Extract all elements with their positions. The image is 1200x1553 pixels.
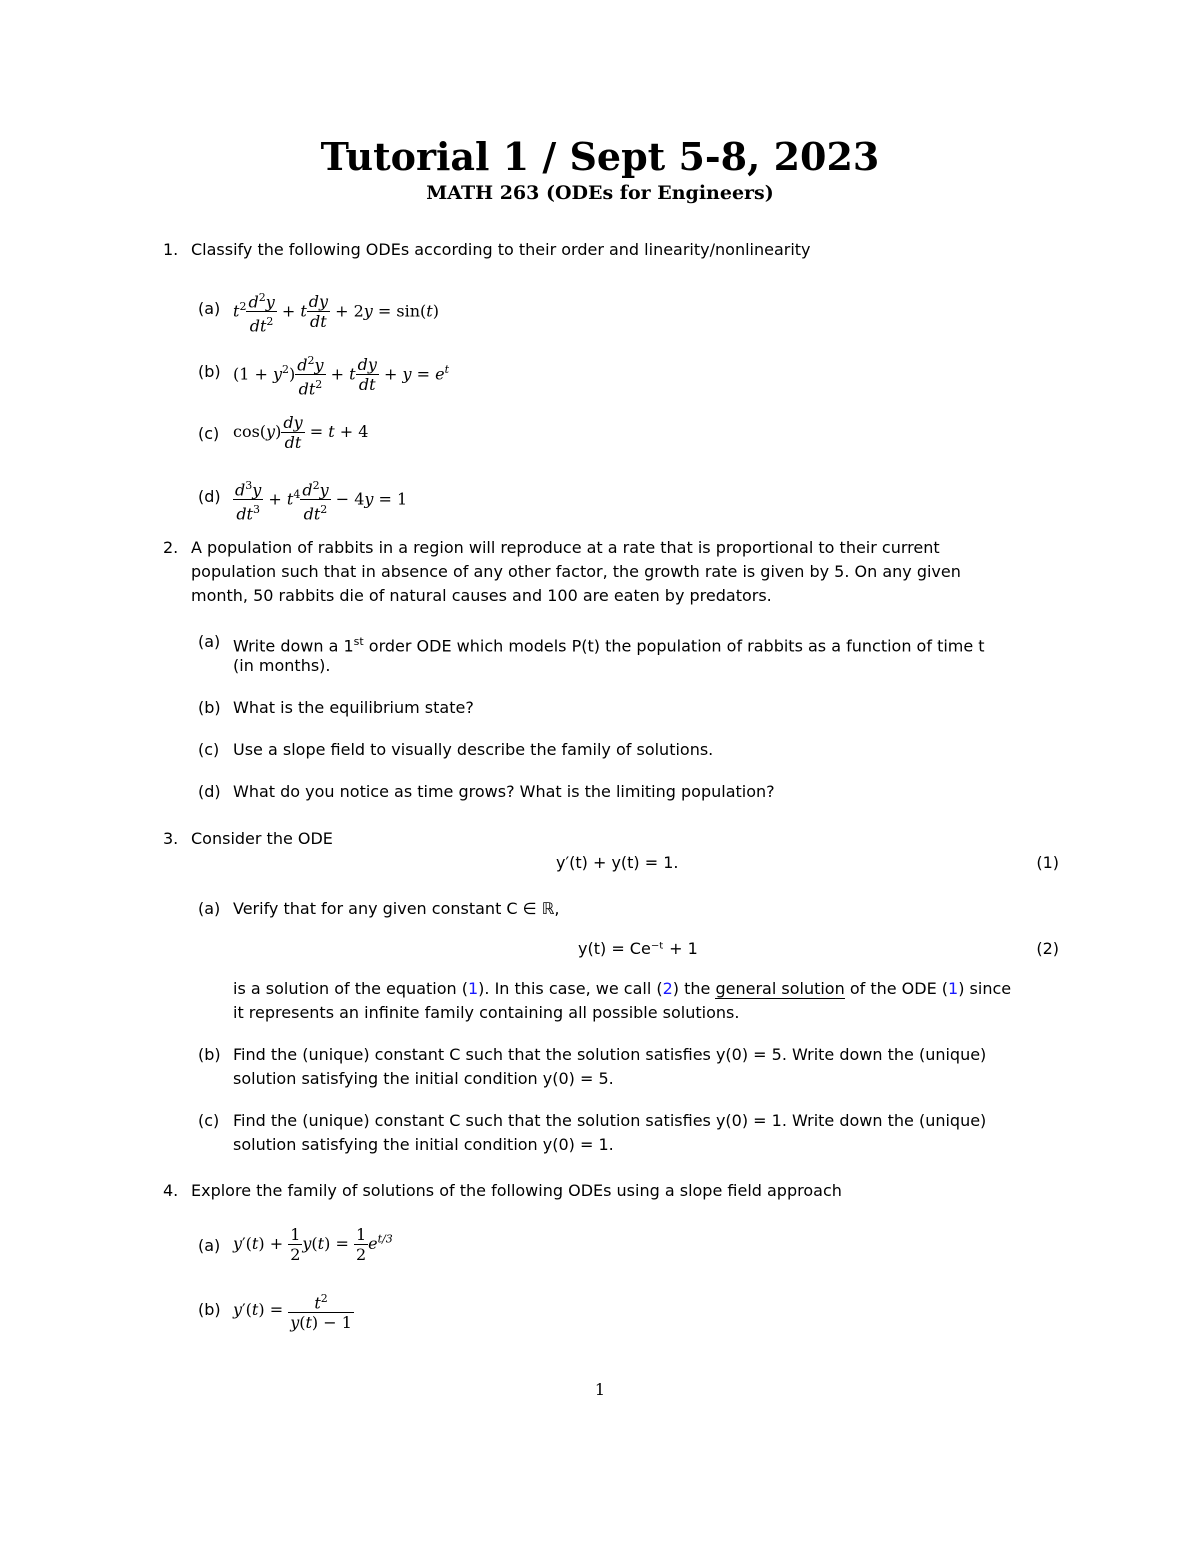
course-subtitle: MATH 263 (ODEs for Engineers) (426, 182, 774, 204)
q2-text-line3: month, 50 rabbits die of natural causes and 100 are eaten by predators. (191, 586, 772, 605)
q3-equation-2: y(t) = Ce⁻ᵗ + 1 (578, 939, 698, 958)
q2d-text: What do you notice as time grows? What is the limiting population? (233, 782, 775, 801)
q3a-line3: it represents an infinite family containing all possible solutions. (233, 1003, 740, 1022)
equation-ref-1b[interactable]: 1 (948, 979, 959, 998)
q4b-label: (b) (198, 1300, 221, 1319)
q2b-label: (b) (198, 698, 221, 717)
q1b-label: (b) (198, 362, 221, 381)
equation-ref-1[interactable]: 1 (467, 979, 479, 998)
page-number: 1 (594, 1380, 606, 1399)
q2a-line2: (in months). (233, 656, 331, 675)
q1a-label: (a) (198, 299, 221, 318)
q3a-label: (a) (198, 899, 221, 918)
page-title: Tutorial 1 / Sept 5-8, 2023 (320, 134, 880, 179)
equation-2-number: (2) (1036, 939, 1059, 958)
q1d-equation: $\frac{d^3y}{dt^3}$ + $t^4$ $\frac{d^2y}{dt^2}$ − 4y = 1 (233, 476, 407, 524)
q1d-label: (d) (198, 487, 221, 506)
q2a-line1: Write down a 1st order ODE which models P(t) the population of rabbits as a function of time t (233, 635, 985, 656)
q3a-line2: is a solution of the equation (1). In this case, we call (2) the general solution of the ODE (1) since (233, 979, 1012, 998)
q1-number: 1. (163, 240, 179, 259)
q4a-equation: y′(t) + $\frac{1}{2}$ y(t) = $\frac{1}{2}$ $e^{t/3}$ (233, 1225, 393, 1264)
equation-ref-2[interactable]: 2 (662, 979, 673, 998)
q1c-label: (c) (198, 424, 220, 443)
q3c-line2: solution satisfying the initial condition y(0) = 1. (233, 1135, 614, 1154)
equation-1-number: (1) (1036, 853, 1059, 872)
q2b-text: What is the equilibrium state? (233, 698, 474, 717)
q1b-equation: $(1 + y^2)$ $\frac{d^2y}{dt^2}$ + t $\frac{dy}{dt}$ + $y = e^t$ (233, 351, 449, 399)
q1a-equation: $t^2$ $\frac{d^2y}{dt^2}$ + t $\frac{dy}{dt}$ + 2y = sin(t) (233, 288, 439, 336)
q3b-label: (b) (198, 1045, 221, 1064)
q4b-equation: y′(t) = $\frac{t^2}{y(t) - 1}$ (233, 1289, 354, 1332)
q2a-label: (a) (198, 632, 221, 651)
q3a-line1: Verify that for any given constant C ∈ ℝ, (233, 899, 560, 918)
q2c-label: (c) (198, 740, 220, 759)
q3-prompt: Consider the ODE (191, 829, 333, 848)
q3-equation-1: y′(t) + y(t) = 1. (556, 853, 679, 872)
q3-number: 3. (163, 829, 179, 848)
q1-prompt: Classify the following ODEs according to their order and linearity/nonlinearity (191, 240, 811, 259)
q2c-text: Use a slope field to visually describe the family of solutions. (233, 740, 714, 759)
q2-text-line2: population such that in absence of any other factor, the growth rate is given by 5. On any given (191, 562, 961, 581)
q3b-line2: solution satisfying the initial condition y(0) = 5. (233, 1069, 614, 1088)
q2d-label: (d) (198, 782, 221, 801)
q4-prompt: Explore the family of solutions of the following ODEs using a slope field approach (191, 1181, 842, 1200)
q2-text-line1: A population of rabbits in a region will reproduce at a rate that is proportional to their current (191, 538, 940, 557)
q3c-line1: Find the (unique) constant C such that the solution satisfies y(0) = 1. Write down the (unique) (233, 1111, 987, 1130)
q3b-line1: Find the (unique) constant C such that the solution satisfies y(0) = 5. Write down the (unique) (233, 1045, 987, 1064)
q4a-label: (a) (198, 1236, 221, 1255)
q4-number: 4. (163, 1181, 179, 1200)
q2-number: 2. (163, 538, 179, 557)
q3c-label: (c) (198, 1111, 220, 1130)
general-solution-term: general solution (715, 979, 845, 998)
q1c-equation: cos(y) $\frac{dy}{dt}$ = t + 4 (233, 413, 369, 452)
